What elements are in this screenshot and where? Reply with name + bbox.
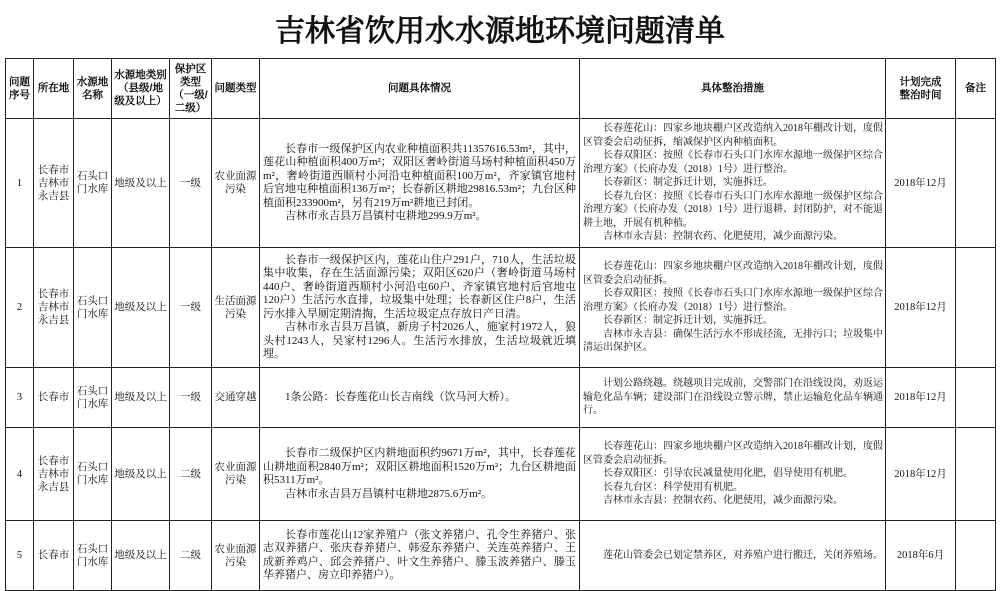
measure-paragraph: 长春新区：制定拆迁计划，实施拆迁。 xyxy=(603,177,773,189)
deadline-cell: 2018年12月 xyxy=(886,368,956,428)
source-category-cell: 地级及以上 xyxy=(112,248,170,368)
remarks-cell xyxy=(956,119,996,248)
zone-type-cell: 一级 xyxy=(170,248,212,368)
header-seq: 问题 序号 xyxy=(6,59,34,119)
issue-type-cell: 交通穿越 xyxy=(212,368,260,428)
issue-detail-cell xyxy=(260,248,580,368)
seq-cell: 4 xyxy=(6,428,34,521)
zone-type-cell: 一级 xyxy=(170,119,212,248)
measure-paragraph: 莲花山管委会已划定禁养区，对养殖户进行搬迁，关闭养殖场。 xyxy=(603,549,883,561)
seq-cell: 3 xyxy=(6,368,34,428)
deadline-cell: 2018年12月 xyxy=(886,428,956,521)
location-cell: 长春市吉林市永吉县 xyxy=(34,428,74,521)
header-measures: 具体整治措施 xyxy=(580,59,886,119)
header-source-category: 水源地类别 （县级/地 级及以上） xyxy=(112,59,170,119)
table-row xyxy=(6,248,996,368)
zone-type-cell: 二级 xyxy=(170,428,212,521)
issue-detail-cell xyxy=(260,428,580,521)
deadline-cell: 2018年6月 xyxy=(886,521,956,591)
issue-detail-cell xyxy=(260,368,580,428)
measure-paragraph: 长春莲花山：四家乡地块棚户区改造纳入2018年棚改计划，度假区管委会启动征拆。 xyxy=(583,441,883,466)
source-name-cell: 石头口门水库 xyxy=(74,248,112,368)
header-remarks: 备注 xyxy=(956,59,996,119)
source-name-cell: 石头口门水库 xyxy=(74,368,112,428)
remarks-cell xyxy=(956,521,996,591)
deadline-cell: 2018年12月 xyxy=(886,248,956,368)
table-row xyxy=(6,428,996,521)
source-category-cell: 地级及以上 xyxy=(112,428,170,521)
measure-paragraph: 长春九台区：科学使用有机肥。 xyxy=(603,481,743,493)
measure-paragraph: 长春九台区：按照《长春市石头口门水库水源地一级保护区综合治理方案》（长府办发（2018）1号）进行退耕、封闭防护，对不能退耕土地，开展有机种植。 xyxy=(583,190,883,229)
measure-paragraph: 吉林市永吉县：确保生活污水不形成径流，无排污口；垃圾集中清运出保护区。 xyxy=(583,328,883,354)
problem-table xyxy=(5,58,996,591)
measure-paragraph: 长春双阳区：按照《长春市石头口门水库水源地一级保护区综合治理方案》（长府办发（2018）1号）进行整治。 xyxy=(583,150,883,175)
seq-cell: 2 xyxy=(6,248,34,368)
measure-paragraph: 计划公路绕越。绕越项目完成前，交警部门在沿线设岗，劝返运输危化品车辆；建设部门在沿线设立警示牌，禁止运输危化品车辆通行。 xyxy=(583,378,883,417)
seq-cell: 1 xyxy=(6,119,34,248)
header-zone-type: 保护区 类型 （一级/ 二级） xyxy=(170,59,212,119)
issue-paragraph: 长春市莲花山12家养殖户（张文养猪户、孔令生养猪户、张志双养猪户、张庆春养猪户、韩爱东养猪户、关连英养猪户、王成新养鸡户、邱会养猪户、叶文生养猪户、滕玉波养猪户、滕玉华养猪户、房立印养猪户）。 xyxy=(263,528,576,581)
table-row xyxy=(6,368,996,428)
location-cell: 长春市 xyxy=(34,521,74,591)
issue-type-cell: 农业面源污染 xyxy=(212,428,260,521)
measures-cell xyxy=(580,521,886,591)
source-name-cell: 石头口门水库 xyxy=(74,521,112,591)
header-row xyxy=(6,59,996,119)
location-cell: 长春市 xyxy=(34,368,74,428)
issue-paragraph: 长春市一级保护区内，莲花山住户291户，710人，生活垃圾集中收集，存在生活面源污染；双阳区620户（奢岭街道马场村440户、奢岭街道西顺村小河沿屯60户、齐家镇官地村后官地屯120户）生活污水直排，垃圾集中处理；长春新区住户8户，生活污水排入旱厕定期清掏，生活垃圾定点存放日产日清。 xyxy=(263,253,576,320)
source-name-cell: 石头口门水库 xyxy=(74,428,112,521)
source-category-cell: 地级及以上 xyxy=(112,368,170,428)
source-category-cell: 地级及以上 xyxy=(112,521,170,591)
issue-paragraph: 吉林市永吉县万昌镇，新房子村2026人，施家村1972人，狼头村1243人，吴家村1296人。生活污水排放，生活垃圾就近填埋。 xyxy=(263,321,576,360)
table-row xyxy=(6,521,996,591)
header-deadline: 计划完成 整治时间 xyxy=(886,59,956,119)
seq-cell: 5 xyxy=(6,521,34,591)
remarks-cell xyxy=(956,428,996,521)
issue-type-cell: 农业面源污染 xyxy=(212,521,260,591)
remarks-cell xyxy=(956,368,996,428)
measure-paragraph: 长春莲花山：四家乡地块棚户区改造纳入2018年棚改计划，度假区管委会启动征拆。 xyxy=(583,261,883,286)
measure-paragraph: 长春双阳区：引导农民减量使用化肥，倡导使用有机肥。 xyxy=(603,468,853,480)
issue-paragraph: 吉林市永吉县万昌镇村屯耕地2875.6万m²。 xyxy=(285,487,493,500)
measures-cell xyxy=(580,119,886,248)
header-source-name: 水源地 名称 xyxy=(74,59,112,119)
zone-type-cell: 二级 xyxy=(170,521,212,591)
measure-paragraph: 吉林市永吉县：控制农药、化肥使用，减少面源污染。 xyxy=(603,231,843,243)
measure-paragraph: 吉林市永吉县：控制农药、化肥使用，减少面源污染。 xyxy=(603,495,843,507)
issue-paragraph: 长春市二级保护区内耕地面积约9671万m²，其中，长春莲花山耕地面积2840万m²；双阳区耕地面积1520万m²；九台区耕地面积5311万m²。 xyxy=(263,447,576,486)
measure-paragraph: 长春新区：制定拆迁计划，实施拆迁。 xyxy=(603,315,773,327)
measures-cell xyxy=(580,368,886,428)
table-row xyxy=(6,119,996,248)
page-title: 吉林省饮用水水源地环境问题清单 xyxy=(275,15,725,48)
measures-cell xyxy=(580,428,886,521)
header-issue-type: 问题类型 xyxy=(212,59,260,119)
header-location: 所在地 xyxy=(34,59,74,119)
issue-type-cell: 生活面源污染 xyxy=(212,248,260,368)
issue-detail-cell xyxy=(260,521,580,591)
issue-paragraph: 1条公路：长春莲花山长吉南线（饮马河大桥）。 xyxy=(285,390,516,403)
measure-paragraph: 长春双阳区：按照《长春市石头口门水库水源地一级保护区综合治理方案》（长府办发（2018）1号）进行整治。 xyxy=(583,288,883,313)
measures-cell xyxy=(580,248,886,368)
zone-type-cell: 一级 xyxy=(170,368,212,428)
source-name-cell: 石头口门水库 xyxy=(74,119,112,248)
header-issue-detail: 问题具体情况 xyxy=(260,59,580,119)
source-category-cell: 地级及以上 xyxy=(112,119,170,248)
location-cell: 长春市吉林市永吉县 xyxy=(34,119,74,248)
issue-type-cell: 农业面源污染 xyxy=(212,119,260,248)
issue-paragraph: 吉林市永吉县万昌镇村屯耕地299.9万m²。 xyxy=(285,210,487,222)
issue-detail-cell xyxy=(260,119,580,248)
issue-paragraph: 长春市一级保护区内农业种植面积共11357616.53m²，其中，莲花山种植面积400万m²；双阳区奢岭街道马场村种植面积450万m²，奢岭街道西顺村小河沿屯种植面积100万m²，齐家镇官地村后官地屯种植面积136万m²；长春新区耕地29816.53m²；九台区种植面积233900m²，另有219万m²耕地已封闭。 xyxy=(263,142,576,209)
remarks-cell xyxy=(956,248,996,368)
measure-paragraph: 长春莲花山：四家乡地块棚户区改造纳入2018年棚改计划，度假区管委会启动征拆，缩减保护区内种植面积。 xyxy=(583,123,883,148)
location-cell: 长春市吉林市永吉县 xyxy=(34,248,74,368)
deadline-cell: 2018年12月 xyxy=(886,119,956,248)
